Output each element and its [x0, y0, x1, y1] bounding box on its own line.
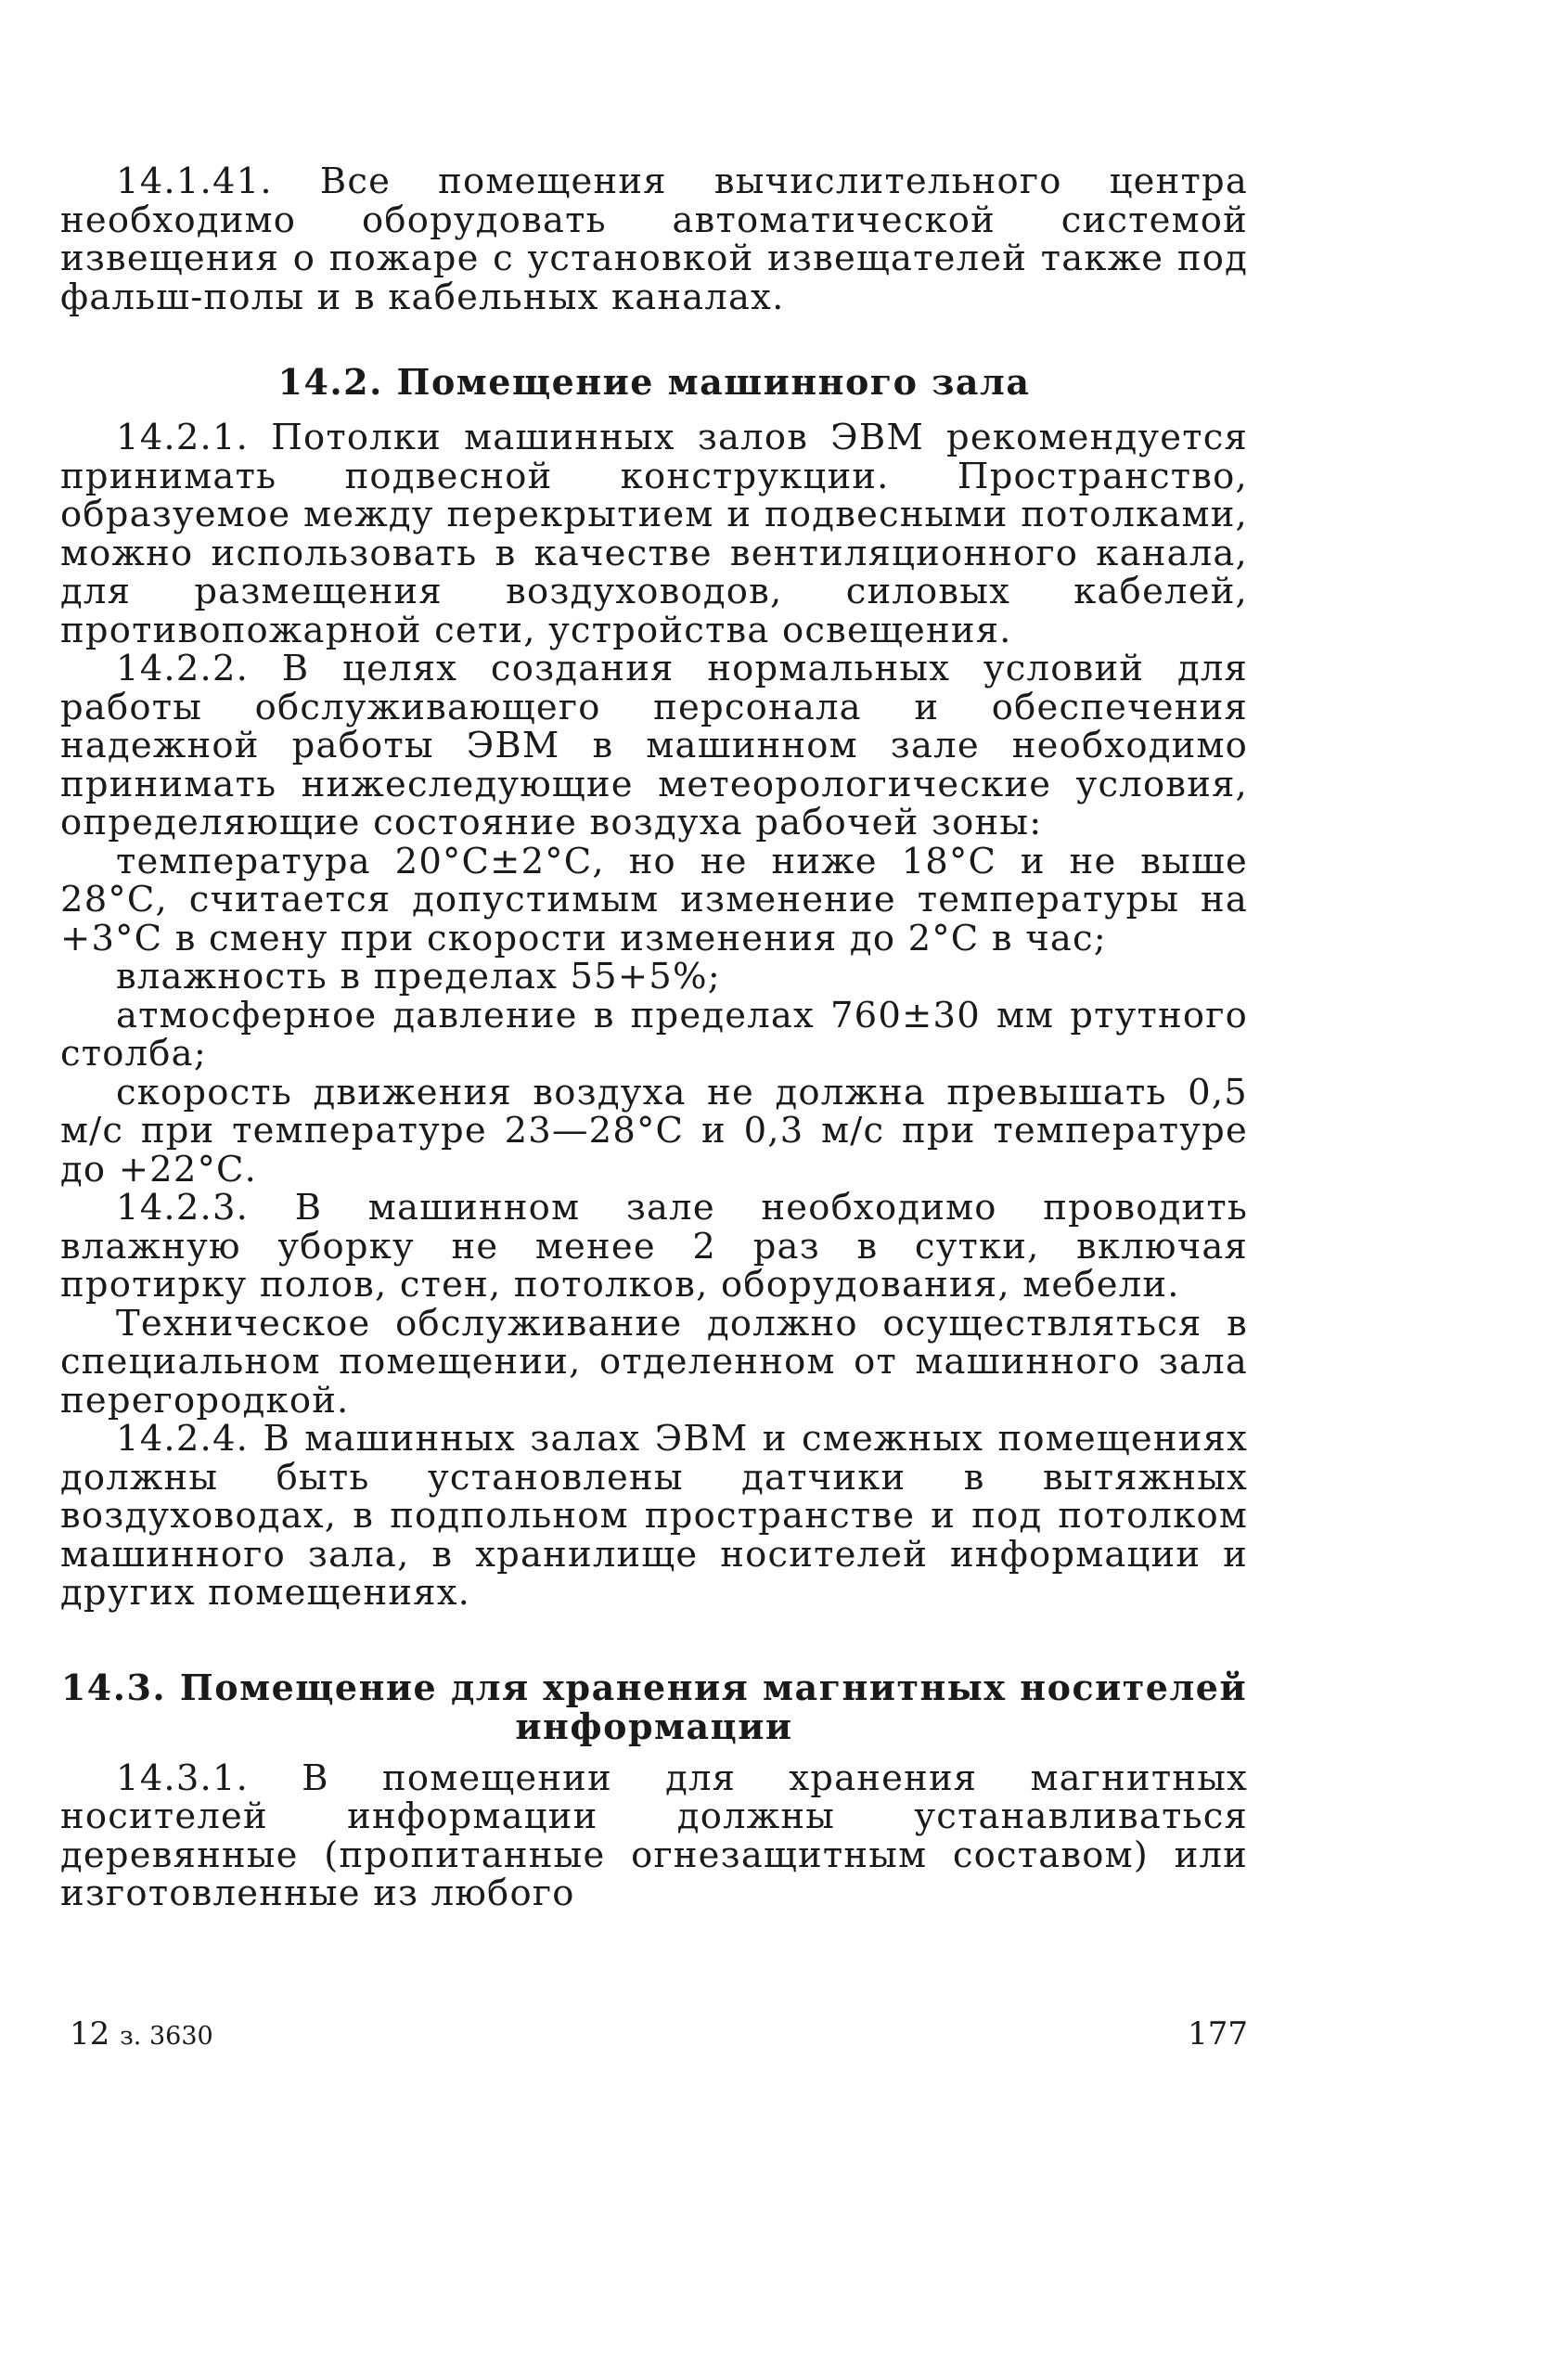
paragraph-temperature: температура 20°С±2°С, но не ниже 18°С и не выше 28°С, считается допустимым изменение температуры на +3°С в смену при скорости изменения до 2°С в час;	[60, 840, 1248, 959]
paragraph-14-2-1: 14.2.1. Потолки машинных залов ЭВМ рекомендуется принимать подвесной конструкции. Пространство, образуемое между перекрытием и подвесными потолками, можно использовать в качестве вентиляционного канала, для размещения воздуховодов, силовых кабелей, противопожарной сети, устройства освещения.	[60, 417, 1248, 651]
signature-order: з. 3630	[120, 2022, 213, 2051]
paragraph-14-2-4: 14.2.4. В машинных залах ЭВМ и смежных помещениях должны быть установлены датчики в вытяжных воздуховодах, в подпольном пространстве и под потолком машинного зала, в хранилище носителей информации и других помещениях.	[60, 1418, 1248, 1614]
section-heading-14-2: 14.2. Помещение машинного зала	[277, 361, 1031, 403]
signature-number: 12	[70, 2015, 110, 2053]
printer-signature	[70, 2015, 213, 2055]
paragraph-14-2-2: 14.2.2. В целях создания нормальных условий для работы обслуживающего персонала и обеспечения надежной работы ЭВМ в машинном зале необходимо принимать нижеследующие метеорологические условия, определяющие состояние воздуха рабочей зоны:	[60, 648, 1248, 843]
paragraph-humidity: влажность в пределах 55+5%;	[116, 956, 721, 997]
paragraph-14-1-41: 14.1.41. Все помещения вычислительного центра необходимо оборудовать автоматической системой извещения о пожаре с установкой извещателей также под фальш-полы и в кабельных каналах.	[60, 161, 1248, 318]
paragraph-air-speed: скорость движения воздуха не должна превышать 0,5 м/с при температуре 23—28°С и 0,3 м/с при температуре до +22°С.	[60, 1071, 1248, 1190]
paragraph-maintenance: Техническое обслуживание должно осуществляться в специальном помещении, отделенном от машинного зала перегородкой.	[60, 1302, 1248, 1422]
page-number: 177	[1188, 2015, 1248, 2053]
paragraph-14-3-1: 14.3.1. В помещении для хранения магнитных носителей информации должны устанавливаться деревянные (пропитанные огнезащитным составом) или изготовленные из любого	[60, 1757, 1248, 1914]
text-column	[60, 162, 1248, 1913]
section-heading-14-3: 14.3. Помещение для хранения магнитных носителей информации	[60, 1666, 1248, 1747]
paragraph-pressure: атмосферное давление в пределах 760±30 мм ртутного столба;	[60, 994, 1248, 1075]
paragraph-14-2-3: 14.2.3. В машинном зале необходимо проводить влажную уборку не менее 2 раз в сутки, включая протирку полов, стен, потолков, оборудования, мебели.	[60, 1187, 1248, 1306]
